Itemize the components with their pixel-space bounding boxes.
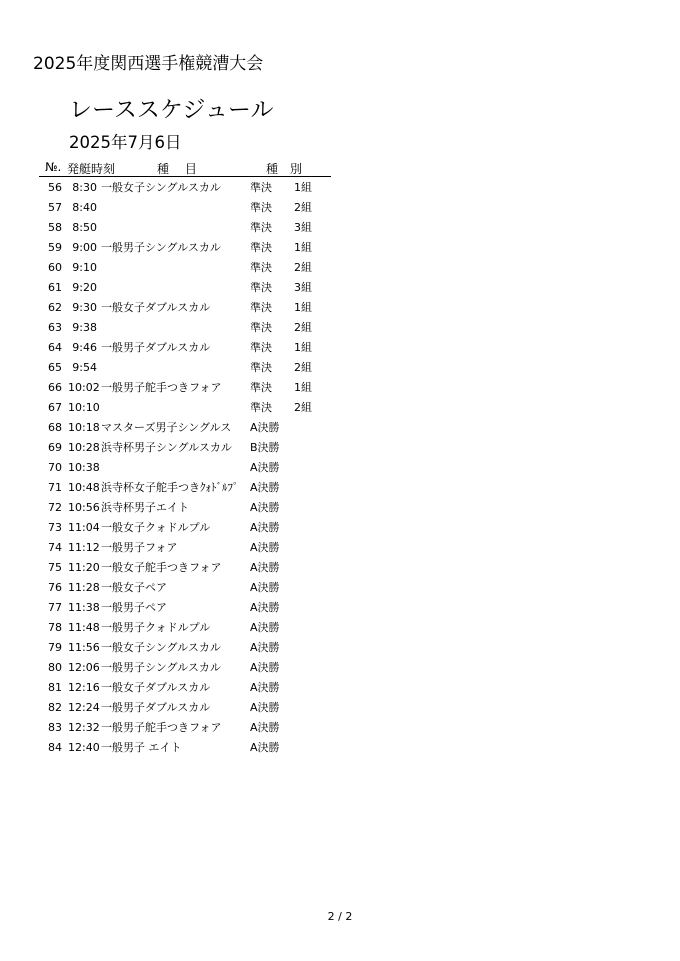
event-name: 一般女子シングルスカル xyxy=(101,641,221,654)
event-name: 一般女子ダブルスカル xyxy=(101,681,211,694)
race-number: 61 xyxy=(48,281,62,294)
event-name: 浜寺杯男子シングルスカル xyxy=(101,441,232,454)
round: 準決 xyxy=(250,241,272,254)
start-time: 11:04 xyxy=(68,521,100,534)
race-number: 74 xyxy=(48,541,62,554)
table-row xyxy=(0,177,680,197)
start-time: 9:54 xyxy=(72,361,97,374)
race-number: 60 xyxy=(48,261,62,274)
table-row xyxy=(0,517,680,537)
table-row xyxy=(0,617,680,637)
group: 3組 xyxy=(294,221,312,234)
start-time: 11:56 xyxy=(68,641,100,654)
start-time: 10:18 xyxy=(68,421,100,434)
start-time: 10:48 xyxy=(68,481,100,494)
table-row xyxy=(0,677,680,697)
start-time: 9:20 xyxy=(72,281,97,294)
header-start-time: 発艇時刻 xyxy=(67,162,116,176)
table-row xyxy=(0,257,680,277)
table-row xyxy=(0,557,680,577)
round: A決勝 xyxy=(250,641,280,654)
event-name: 一般男子舵手つきフォア xyxy=(101,381,222,394)
round: A決勝 xyxy=(250,701,280,714)
group: 2組 xyxy=(294,201,312,214)
round: 準決 xyxy=(250,321,272,334)
race-number: 64 xyxy=(48,341,62,354)
group: 2組 xyxy=(294,261,312,274)
race-number: 70 xyxy=(48,461,62,474)
round: 準決 xyxy=(250,341,272,354)
start-time: 11:20 xyxy=(68,561,100,574)
group: 2組 xyxy=(294,401,312,414)
table-row xyxy=(0,357,680,377)
table-row xyxy=(0,277,680,297)
start-time: 11:48 xyxy=(68,621,100,634)
round: A決勝 xyxy=(250,661,280,674)
group: 1組 xyxy=(294,181,312,194)
race-number: 77 xyxy=(48,601,62,614)
round: A決勝 xyxy=(250,481,280,494)
table-row xyxy=(0,437,680,457)
round: A決勝 xyxy=(250,461,280,474)
event-name: 一般男子 エイト xyxy=(101,741,182,754)
round: 準決 xyxy=(250,381,272,394)
start-time: 10:10 xyxy=(68,401,100,414)
table-row xyxy=(0,497,680,517)
table-row xyxy=(0,297,680,317)
race-number: 75 xyxy=(48,561,62,574)
round: A決勝 xyxy=(250,521,280,534)
start-time: 9:30 xyxy=(72,301,97,314)
table-header xyxy=(0,158,680,176)
header-no: №. xyxy=(45,160,62,174)
table-row xyxy=(0,657,680,677)
table-row xyxy=(0,577,680,597)
group: 1組 xyxy=(294,341,312,354)
round: A決勝 xyxy=(250,721,280,734)
start-time: 8:50 xyxy=(72,221,97,234)
round: A決勝 xyxy=(250,541,280,554)
group: 1組 xyxy=(294,301,312,314)
event-name: 一般女子ダブルスカル xyxy=(101,301,211,314)
round: A決勝 xyxy=(250,601,280,614)
event-name: 一般女子ペア xyxy=(101,581,167,594)
start-time: 12:24 xyxy=(68,701,100,714)
table-row xyxy=(0,637,680,657)
event-name: 一般男子クォドルプル xyxy=(101,621,211,634)
document-title: 2025年度関西選手権競漕大会 xyxy=(33,54,264,74)
table-row xyxy=(0,217,680,237)
event-name: 一般男子シングルスカル xyxy=(101,661,221,674)
round: A決勝 xyxy=(250,581,280,594)
round: 準決 xyxy=(250,401,272,414)
start-time: 12:40 xyxy=(68,741,100,754)
table-row xyxy=(0,317,680,337)
event-name: 一般男子フォア xyxy=(101,541,178,554)
round: 準決 xyxy=(250,261,272,274)
event-name: 一般男子ペア xyxy=(101,601,167,614)
round: 準決 xyxy=(250,181,272,194)
event-name: 一般女子クォドルプル xyxy=(101,521,211,534)
start-time: 11:38 xyxy=(68,601,100,614)
race-number: 56 xyxy=(48,181,62,194)
start-time: 12:06 xyxy=(68,661,100,674)
race-number: 62 xyxy=(48,301,62,314)
event-name: 一般男子ダブルスカル xyxy=(101,341,211,354)
round: 準決 xyxy=(250,221,272,234)
round: 準決 xyxy=(250,361,272,374)
event-name: 浜寺杯女子舵手つきｸｫﾄﾞﾙﾌﾟ xyxy=(101,481,239,494)
table-row xyxy=(0,697,680,717)
round: A決勝 xyxy=(250,621,280,634)
race-number: 72 xyxy=(48,501,62,514)
race-number: 81 xyxy=(48,681,62,694)
race-number: 84 xyxy=(48,741,62,754)
start-time: 9:46 xyxy=(72,341,97,354)
start-time: 8:40 xyxy=(72,201,97,214)
race-number: 65 xyxy=(48,361,62,374)
event-name: 一般男子ダブルスカル xyxy=(101,701,211,714)
start-time: 9:10 xyxy=(72,261,97,274)
race-number: 66 xyxy=(48,381,62,394)
start-time: 10:28 xyxy=(68,441,100,454)
start-time: 9:38 xyxy=(72,321,97,334)
race-number: 79 xyxy=(48,641,62,654)
start-time: 8:30 xyxy=(72,181,97,194)
round: A決勝 xyxy=(250,561,280,574)
event-name: 浜寺杯男子エイト xyxy=(101,501,189,514)
event-name: 一般女子シングルスカル xyxy=(101,181,221,194)
table-row xyxy=(0,477,680,497)
table-row xyxy=(0,377,680,397)
race-number: 83 xyxy=(48,721,62,734)
race-number: 67 xyxy=(48,401,62,414)
start-time: 11:12 xyxy=(68,541,100,554)
start-time: 12:16 xyxy=(68,681,100,694)
group: 3組 xyxy=(294,281,312,294)
race-date: 2025年7月6日 xyxy=(69,133,182,152)
table-row xyxy=(0,597,680,617)
event-name: マスターズ男子シングルス xyxy=(101,421,232,434)
schedule-table xyxy=(0,177,680,757)
round: A決勝 xyxy=(250,741,280,754)
page-number: 2 / 2 xyxy=(327,910,353,923)
race-number: 59 xyxy=(48,241,62,254)
start-time: 10:02 xyxy=(68,381,100,394)
schedule-heading: レーススケジュール xyxy=(69,97,274,123)
table-row xyxy=(0,737,680,757)
table-row xyxy=(0,457,680,477)
race-number: 58 xyxy=(48,221,62,234)
round: A決勝 xyxy=(250,501,280,514)
start-time: 9:00 xyxy=(72,241,97,254)
header-event: 種 目 xyxy=(157,162,197,176)
table-row xyxy=(0,237,680,257)
round: B決勝 xyxy=(250,441,280,454)
table-row xyxy=(0,537,680,557)
race-number: 69 xyxy=(48,441,62,454)
race-number: 73 xyxy=(48,521,62,534)
group: 1組 xyxy=(294,381,312,394)
group: 1組 xyxy=(294,241,312,254)
event-name: 一般男子舵手つきフォア xyxy=(101,721,222,734)
race-number: 57 xyxy=(48,201,62,214)
table-row xyxy=(0,417,680,437)
round: A決勝 xyxy=(250,681,280,694)
round: A決勝 xyxy=(250,421,280,434)
header-category: 種 別 xyxy=(266,162,303,176)
race-number: 82 xyxy=(48,701,62,714)
event-name: 一般女子舵手つきフォア xyxy=(101,561,222,574)
event-name: 一般男子シングルスカル xyxy=(101,241,221,254)
race-number: 80 xyxy=(48,661,62,674)
table-row xyxy=(0,197,680,217)
start-time: 11:28 xyxy=(68,581,100,594)
round: 準決 xyxy=(250,201,272,214)
round: 準決 xyxy=(250,301,272,314)
start-time: 10:38 xyxy=(68,461,100,474)
table-row xyxy=(0,397,680,417)
table-row xyxy=(0,717,680,737)
group: 2組 xyxy=(294,361,312,374)
group: 2組 xyxy=(294,321,312,334)
race-number: 71 xyxy=(48,481,62,494)
race-number: 78 xyxy=(48,621,62,634)
start-time: 12:32 xyxy=(68,721,100,734)
round: 準決 xyxy=(250,281,272,294)
race-number: 76 xyxy=(48,581,62,594)
race-number: 63 xyxy=(48,321,62,334)
table-row xyxy=(0,337,680,357)
race-number: 68 xyxy=(48,421,62,434)
start-time: 10:56 xyxy=(68,501,100,514)
